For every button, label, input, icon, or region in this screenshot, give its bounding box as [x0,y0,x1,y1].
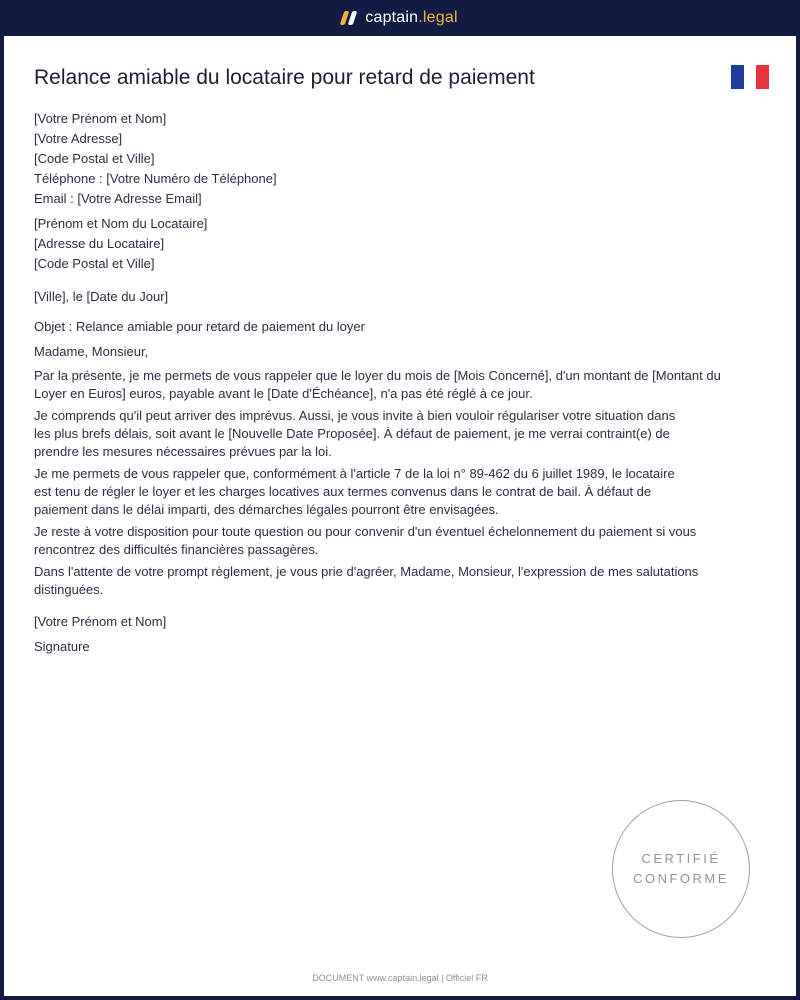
flag-blue-band [731,65,744,89]
salutation: Madame, Monsieur, [34,344,149,359]
paragraph-line: paiement dans le délai imparti, des démarches légales pourront être envisagées. [34,502,499,517]
sender-block [34,109,754,209]
recipient-city: [Code Postal et Ville] [34,256,155,271]
paragraph-line: distinguées. [34,582,104,597]
stamp-line-2: CONFORME [633,871,729,886]
stamp-line-1: CERTIFIÉ [641,851,721,866]
paragraph-availability [34,523,754,559]
signature-label: Signature [34,639,90,654]
paragraph-line: Dans l'attente de votre prompt règlement, je vous prie d'agréer, Madame, Monsieur, l'expression de mes salutations [34,564,699,579]
paragraph-line: Loyer en Euros] euros, payable avant le [Date d'Échéance], n'a pas été réglé à ce jour. [34,386,533,401]
paragraph-line: est tenu de régler le loyer et les charges locatives aux termes convenus dans le contrat de bail. À défaut de [34,484,652,499]
captain-legal-logo-icon [340,11,358,25]
paragraph-line: prendre les mesures nécessaires prévues par la loi. [34,444,332,459]
flag-white-band [744,65,757,89]
recipient-name: [Prénom et Nom du Locataire] [34,216,208,231]
paragraph-line: Je me permets de vous rappeler que, conformément à l'article 7 de la loi n° 89-462 du 6 juillet 1989, le locataire [34,466,675,481]
sender-name: [Votre Prénom et Nom] [34,111,167,126]
document-page [4,36,796,996]
paragraph-legal [34,465,754,519]
certified-stamp [612,800,750,938]
sender-city: [Code Postal et Ville] [34,151,155,166]
top-bar [2,0,798,36]
paragraph-line: rencontrez des difficultés financières passagères. [34,542,319,557]
sender-phone: Téléphone : [Votre Numéro de Téléphone] [34,171,277,186]
paragraph-line: les plus brefs délais, soit avant le [Nouvelle Date Proposée]. À défaut de paiement, je me verrai contraint(e) de [34,426,670,441]
letter-body [34,109,754,657]
footer-text: DOCUMENT www.captain.legal | Officiel FR [312,973,488,983]
paragraph-line: Je reste à votre disposition pour toute question ou pour convenir d'un éventuel échelonnement du paiement si vous [34,524,697,539]
sender-email: Email : [Votre Adresse Email] [34,191,202,206]
document-title: Relance amiable du locataire pour retard de paiement [34,66,535,89]
paragraph-request [34,407,754,461]
paragraph-line: Par la présente, je me permets de vous rappeler que le loyer du mois de [Mois Concerné], d'un montant de [Montant du [34,368,721,383]
date-line: [Ville], le [Date du Jour] [34,289,169,304]
brand-accent: .legal [418,9,458,26]
recipient-address: [Adresse du Locataire] [34,236,165,251]
flag-red-band [756,65,769,89]
brand-main: captain [365,9,419,26]
paragraph-reminder [34,367,754,403]
closing-name: [Votre Prénom et Nom] [34,614,167,629]
france-flag-icon [731,65,769,89]
sender-address: [Votre Adresse] [34,131,123,146]
paragraph-closing [34,563,754,599]
paragraph-line: Je comprends qu'il peut arriver des imprévus. Aussi, je vous invite à bien vouloir régulariser votre situation dans [34,408,676,423]
recipient-block [34,214,754,274]
brand-name [365,9,457,27]
subject-line: Objet : Relance amiable pour retard de paiement du loyer [34,319,365,334]
